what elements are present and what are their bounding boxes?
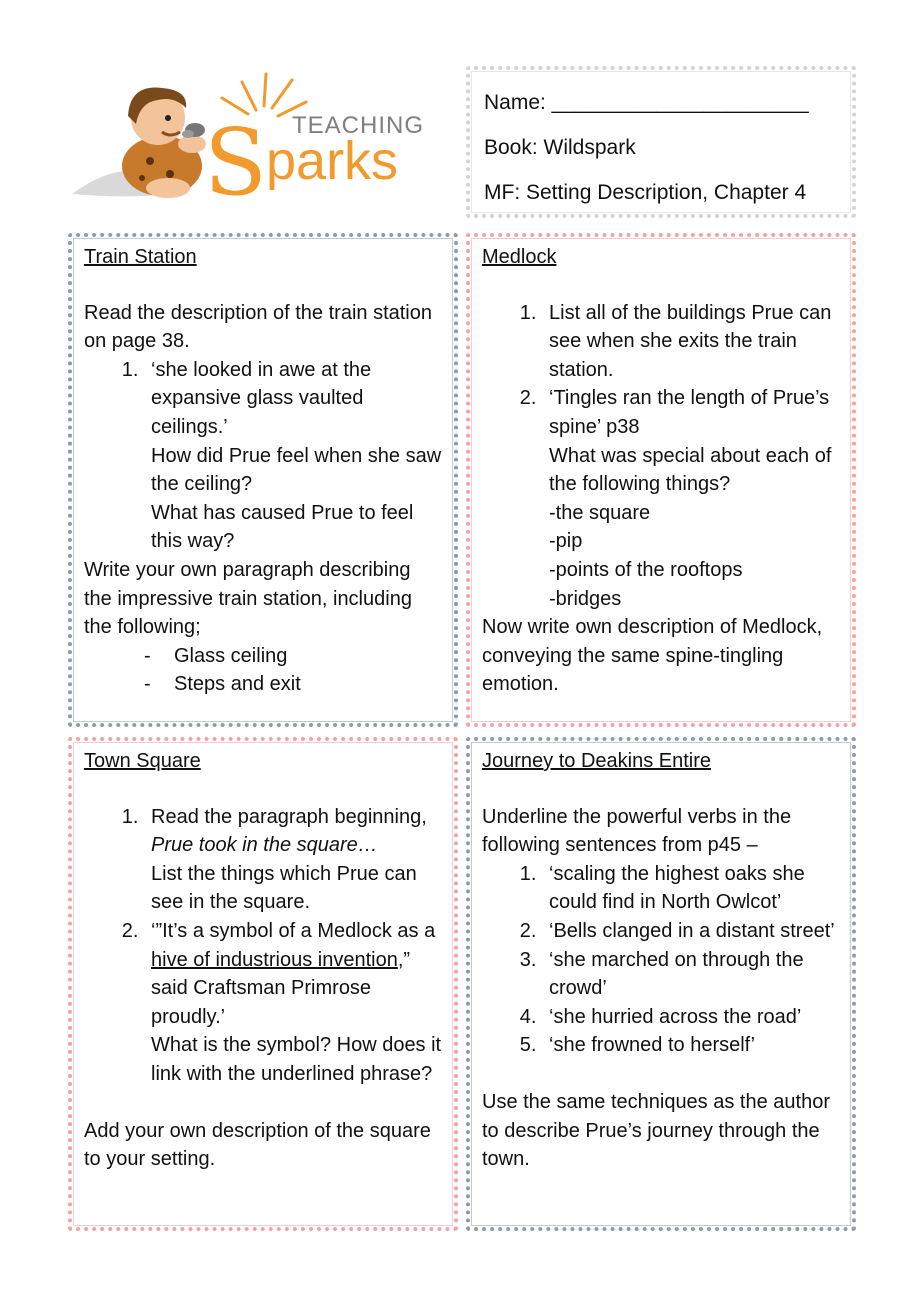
card-title: Journey to Deakins Entire xyxy=(482,750,712,772)
list-item: 1. ‘scaling the highest oaks she could find in North Owlcot’ xyxy=(542,860,840,917)
list-item: - Glass ceiling xyxy=(144,642,442,671)
task-text: Write your own paragraph describing the impressive train station, including the following; xyxy=(84,558,412,639)
medlock-card xyxy=(466,233,856,727)
logo-teaching-text: TEACHING xyxy=(292,112,425,139)
name-field[interactable]: Name: ______________________ xyxy=(484,91,809,114)
journey-card xyxy=(466,737,856,1231)
intro-text: Underline the powerful verbs in the following sentences from p45 – xyxy=(482,805,792,857)
card-title: Medlock xyxy=(482,246,557,268)
list-item: 1. Read the paragraph beginning, Prue took in the square… List the things which Prue can see in the square. xyxy=(144,803,442,917)
task-text: Add your own description of the square to your setting. xyxy=(84,1119,431,1171)
train-station-card xyxy=(68,233,458,727)
list-item: 3. ‘she marched on through the crowd’ xyxy=(542,946,840,1003)
list-item: 2. ‘Bells clanged in a distant street’ xyxy=(542,917,840,946)
mf-label: MF: Setting Description, Chapter 4 xyxy=(484,181,807,204)
card-title: Train Station xyxy=(84,246,197,268)
book-label: Book: Wildspark xyxy=(484,136,636,159)
list-item: - Steps and exit xyxy=(144,670,442,699)
svg-text:S: S xyxy=(204,109,268,211)
card-title: Town Square xyxy=(84,750,201,772)
list-item: 2. ‘Tingles ran the length of Prue’s spine’ p38 What was special about each of the following things? -the square -pip -points of the rooftops -bridges xyxy=(542,384,840,613)
intro-text: Read the description of the train station on page 38. xyxy=(84,301,432,353)
list-item: 5. ‘she frowned to herself’ xyxy=(542,1031,840,1060)
logo-sparks-text: parks xyxy=(266,131,399,191)
task-text: Use the same techniques as the author to describe Prue’s journey through the town. xyxy=(482,1090,830,1171)
underlined-phrase: hive of industrious invention xyxy=(151,948,398,971)
list-item: 1. ‘she looked in awe at the expansive glass vaulted ceilings.’ How did Prue feel when she saw the ceiling? What has caused Prue to feel this way? xyxy=(144,356,442,556)
teaching-sparks-logo xyxy=(70,66,440,211)
task-text: Now write own description of Medlock, conveying the same spine-tingling emotion. xyxy=(482,616,823,696)
list-item: 2. ‘”It’s a symbol of a Medlock as a hive of industrious invention,” said Craftsman Primrose proudly.’ What is the symbol? How does it link with the underlined phrase? xyxy=(144,917,442,1089)
student-info-box xyxy=(466,66,856,218)
list-item: 1. List all of the buildings Prue can see when she exits the train station. xyxy=(542,299,840,385)
town-square-card xyxy=(68,737,458,1231)
list-item: 4. ‘she hurried across the road’ xyxy=(542,1003,840,1032)
